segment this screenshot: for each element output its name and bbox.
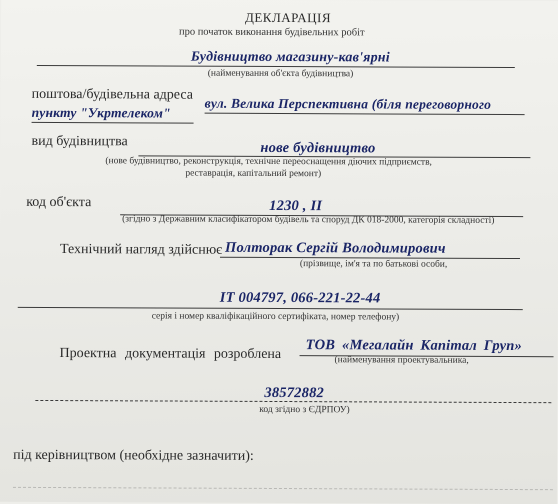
object-name-line xyxy=(37,65,515,68)
document-title: ДЕКЛАРАЦІЯ xyxy=(244,9,332,26)
object-code-value: 1230 , ІІ xyxy=(269,197,323,215)
address-line2 xyxy=(32,122,194,124)
address-label: поштова/будівельна адреса xyxy=(31,86,193,103)
address-line1 xyxy=(205,113,525,115)
object-code-hint: (згідно з Державним класифікатором будівель та споруд ДК 018-2000, категорія складності) xyxy=(122,214,495,226)
construction-type-hint-line2: реставрація, капітальний ремонт) xyxy=(185,168,322,180)
project-doc-value: ТОВ «Мегалайн Капітал Груп» xyxy=(305,337,522,355)
supervision-label: Технічний нагляд здійснює xyxy=(59,242,223,258)
management-label: під керівництвом (необхідне зазначити): xyxy=(13,447,254,464)
certificate-line xyxy=(18,307,523,310)
construction-type-hint-line1: (нове будівництво, реконструкція, технічне переоснащення діючих підприємств, xyxy=(105,156,432,168)
project-doc-label: Проектна документація розроблена xyxy=(59,346,282,363)
address-value-line1: вул. Велика Перспективна (біля переговорного xyxy=(204,95,492,112)
document-subtitle: про початок виконання будівельних робіт xyxy=(178,26,365,39)
construction-type-label: вид будівництва xyxy=(31,133,128,150)
project-doc-hint: (найменування проектувальника, xyxy=(334,355,469,366)
management-line xyxy=(13,487,553,490)
edrpou-line xyxy=(35,400,551,403)
object-name-hint: (найменування об'єкта будівництва) xyxy=(207,68,354,80)
object-code-label: код об'єкта xyxy=(26,194,92,211)
edrpou-hint: код згідно з ЄДРПОУ) xyxy=(259,404,350,416)
certificate-value: ІТ 004797, 066-221-22-44 xyxy=(219,289,381,307)
supervision-value: Полторак Сергій Володимирович xyxy=(224,239,446,257)
object-name-value: Будівництво магазину-кав'ярні xyxy=(190,49,390,66)
certificate-hint: серія і номер кваліфікаційного сертифіката, номер телефону) xyxy=(151,311,400,323)
address-value-line2: пункту "Укртелеком" xyxy=(31,104,171,121)
construction-type-value: нове будівництво xyxy=(260,139,376,157)
edrpou-value: 38572882 xyxy=(264,384,325,402)
supervision-hint: (прізвище, ім'я та по батькові особи, xyxy=(299,259,448,270)
